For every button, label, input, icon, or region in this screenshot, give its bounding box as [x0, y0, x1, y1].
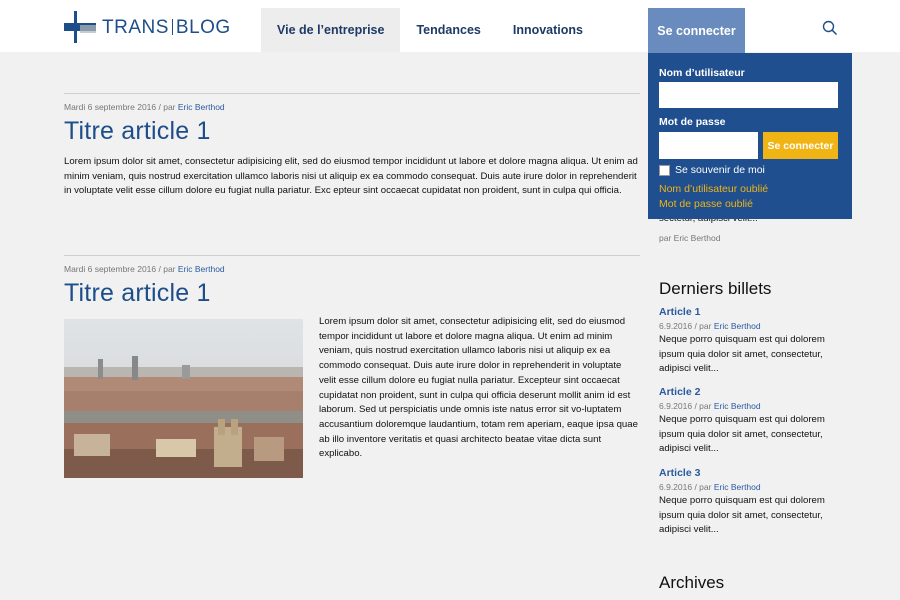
sidebar-post-excerpt: Neque porro quisquam est qui dolorem ipsum quia dolor sit amet, consectetur, adipisci velit... — [659, 495, 825, 536]
article-date: Mardi 6 septembre 2016 / par — [64, 102, 176, 112]
sidebar-post-meta — [659, 321, 839, 331]
logo-word-left: TRANS — [102, 17, 169, 38]
password-row — [659, 132, 841, 159]
article-text: Lorem ipsum dolor sit amet, consectetur adipisicing elit, sed do eiusmod tempor incididunt ut labore et dolore magna aliqua. Ut enim ad minim veniam, quis nostrud exercitation ullamco laboris nisi ut aliquip ex ea commodo consequat. Duis aute irure dolor in reprehenderit in voluptate velit esse cillum dolore eu fugiat nulla pariatur. Exc epteur sint occaecat cupidatat non proident, sunt in culpa qui officia. — [64, 156, 638, 197]
main-nav — [261, 8, 599, 52]
sidebar-archives-heading: Archives — [659, 573, 725, 592]
username-label: Nom d’utilisateur — [659, 67, 745, 79]
logo-mark-icon — [64, 11, 96, 43]
article-card — [64, 255, 640, 479]
sidebar-post-author-link[interactable]: Eric Berthod — [713, 401, 761, 411]
sidebar-post-title[interactable]: Article 2 — [659, 386, 701, 398]
article-image[interactable] — [64, 319, 303, 478]
sidebar-post-meta — [659, 482, 839, 492]
article-meta — [64, 264, 640, 274]
forgot-password-link[interactable]: Mot de passe oublié — [659, 198, 753, 210]
sidebar-post-date: 6.9.2016 / par — [659, 321, 712, 331]
sidebar-post-meta — [659, 401, 839, 411]
nav-item-vie-entreprise[interactable]: Vie de l’entreprise — [261, 8, 400, 52]
login-dropdown — [648, 53, 852, 219]
remember-me-label: Se souvenir de moi — [675, 164, 765, 176]
sidebar-post-date: 6.9.2016 / par — [659, 482, 712, 492]
article-author-link[interactable]: Eric Berthod — [177, 264, 225, 274]
sidebar-post-excerpt: Neque porro quisquam est qui dolorem ipsum quia dolor sit amet, consectetur, adipisci velit... — [659, 334, 825, 375]
article-date: Mardi 6 septembre 2016 / par — [64, 264, 176, 274]
password-input[interactable] — [659, 132, 758, 159]
article-meta — [64, 102, 640, 112]
article-card — [64, 93, 640, 199]
logo-word-right: BLOG — [175, 17, 231, 38]
sidebar-post-author-link[interactable]: Eric Berthod — [713, 321, 761, 331]
article-title[interactable]: Titre article 1 — [64, 117, 211, 145]
site-logo[interactable] — [64, 11, 254, 43]
sidebar-post-date: 6.9.2016 / par — [659, 401, 712, 411]
sidebar-post-title[interactable]: Article 3 — [659, 467, 701, 479]
remember-me[interactable] — [659, 164, 841, 176]
login-tab-button[interactable]: Se connecter — [648, 8, 745, 53]
sidebar-partial-byline: par Eric Berthod — [659, 233, 721, 243]
login-submit-button[interactable]: Se connecter — [763, 132, 838, 159]
article-author-link[interactable]: Eric Berthod — [177, 102, 225, 112]
article-text: Lorem ipsum dolor sit amet, consectetur adipisicing elit, sed do eiusmod tempor incididunt ut labore et dolore magna aliqua. Ut enim ad minim veniam, quis nostrud exercitation ullamco laboris nisi ut aliquip ex ea commodo consequat. Duis aute irure dolor in reprehenderit in voluptate velit esse cillum dolore eu fugiat nulla pariatur. Excepteur sint occaecat cupidatat non proident, sunt in culpa qui officia deserunt mollit anim id est laborum. Sed ut perspiciatis unde omnis iste natus error sit vo-luptatem accusantium doloremque laudantium, totam rem aperiam, eaque ipsa quae ab illo inventore veritatis et quasi architecto beatae vitae dicta sunt explicabo. — [319, 316, 638, 460]
article-body — [64, 316, 640, 479]
forgot-username-link[interactable]: Nom d’utilisateur oublié — [659, 183, 769, 195]
username-input[interactable] — [659, 82, 838, 108]
logo-separator — [172, 19, 173, 35]
search-icon[interactable] — [822, 20, 838, 36]
sidebar-post-title[interactable]: Article 1 — [659, 306, 701, 318]
logo-wordmark — [102, 17, 231, 39]
sidebar-post-excerpt: Neque porro quisquam est qui dolorem ipsum quia dolor sit amet, consectetur, adipisci velit... — [659, 414, 825, 455]
nav-item-tendances[interactable]: Tendances — [416, 23, 481, 37]
sidebar-post — [659, 467, 839, 538]
password-label: Mot de passe — [659, 116, 726, 128]
article-title[interactable]: Titre article 1 — [64, 279, 211, 307]
sidebar-post-author-link[interactable]: Eric Berthod — [713, 482, 761, 492]
sidebar-post — [659, 386, 839, 457]
site-header — [0, 0, 900, 52]
nav-item-innovations[interactable]: Innovations — [512, 23, 583, 37]
remember-me-checkbox[interactable] — [659, 165, 670, 176]
sidebar-latest-heading: Derniers billets — [659, 279, 772, 298]
sidebar-post — [659, 306, 839, 377]
